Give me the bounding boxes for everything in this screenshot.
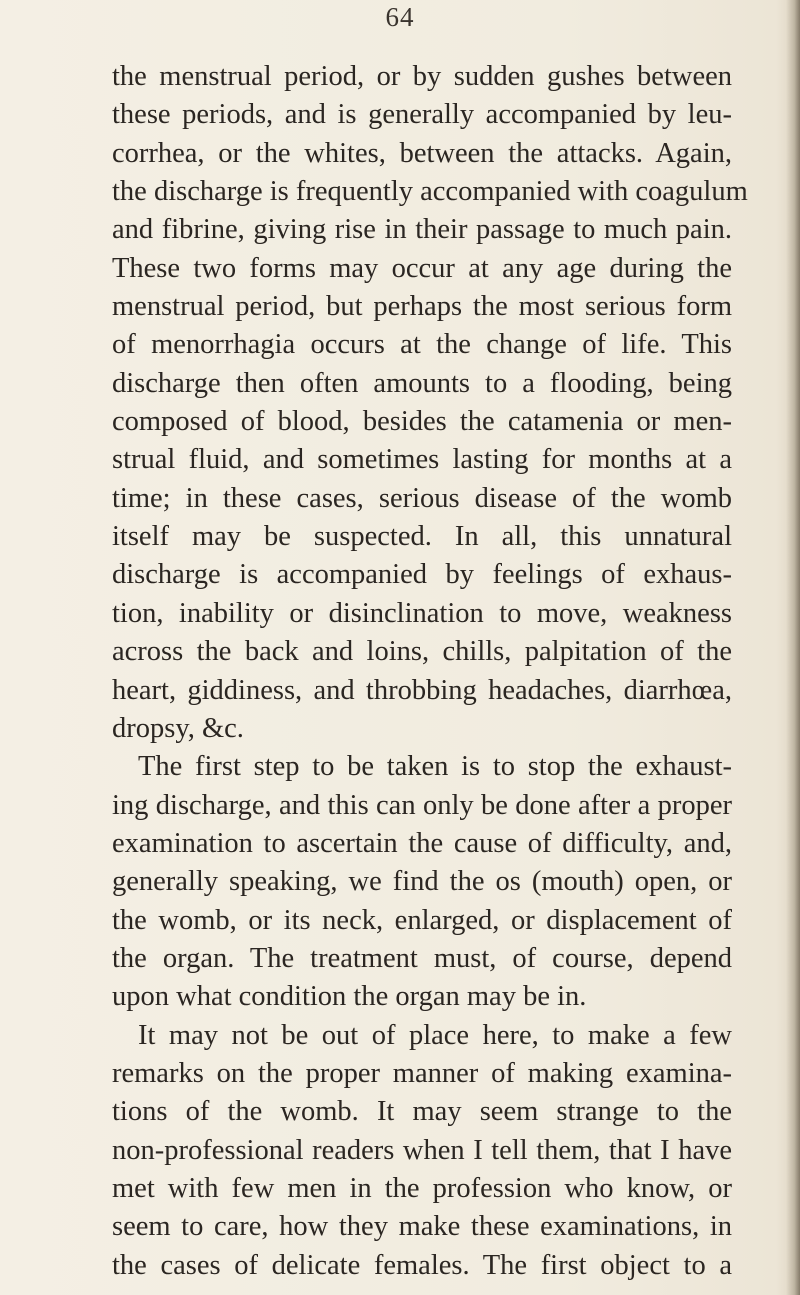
text-line: composed of blood, besides the catamenia or men- <box>112 406 732 438</box>
text-line: and fibrine, giving rise in their passage to much pain. <box>112 214 732 246</box>
text-line: heart, giddiness, and throbbing headaches, diarrhœa, <box>112 674 732 706</box>
text-line: strual fluid, and sometimes lasting for months at a <box>112 444 732 476</box>
text-line: seem to care, how they make these examinations, in <box>112 1211 732 1243</box>
text-line: The first step to be taken is to stop the exhaust- <box>138 751 732 783</box>
page-number: 64 <box>385 2 415 32</box>
text-line: tion, inability or disinclination to move, weakness <box>112 597 732 629</box>
text-line: These two forms may occur at any age during the <box>112 252 732 284</box>
page-edge-shadow <box>786 0 800 1295</box>
text-line: the menstrual period, or by sudden gushes between <box>112 61 732 92</box>
text-line: across the back and loins, chills, palpitation of the <box>112 636 732 668</box>
text-line: itself may be suspected. In all, this unnatural <box>112 521 732 553</box>
text-line: corrhea, or the whites, between the attacks. Again, <box>112 137 732 169</box>
text-line: ing discharge, and this can only be done after a proper <box>112 789 732 821</box>
text-line: discharge is accompanied by feelings of exhaus- <box>112 559 732 591</box>
text-line: discharge then often amounts to a flooding, being <box>112 367 732 399</box>
text-line: generally speaking, we find the os (mouth) open, or <box>112 866 732 898</box>
text-line: It may not be out of place here, to make a few <box>138 1019 732 1051</box>
text-line: tions of the womb. It may seem strange to the <box>112 1096 732 1128</box>
text-line: menstrual period, but perhaps the most serious form <box>112 291 732 323</box>
text-line: of menorrhagia occurs at the change of life. This <box>112 329 732 361</box>
text-line: remarks on the proper manner of making examina- <box>112 1057 732 1089</box>
text-line: the womb, or its neck, enlarged, or displacement of <box>112 904 732 936</box>
text-line: met with few men in the profession who know, or <box>112 1172 732 1204</box>
text-line: time; in these cases, serious disease of the womb <box>112 482 732 514</box>
text-line: non-professional readers when I tell them, that I have <box>112 1134 732 1166</box>
text-line: the organ. The treatment must, of course, depend <box>112 942 732 974</box>
text-line: examination to ascertain the cause of difficulty, and, <box>112 827 732 859</box>
text-line: these periods, and is generally accompanied by leu- <box>112 99 732 131</box>
text-line: upon what condition the organ may be in. <box>112 981 587 1013</box>
text-line: dropsy, &c. <box>112 712 244 744</box>
text-line: the discharge is frequently accompanied with coagulum <box>112 176 748 208</box>
text-line: the cases of delicate females. The first object to a <box>112 1249 732 1281</box>
body-text <box>112 58 748 1285</box>
